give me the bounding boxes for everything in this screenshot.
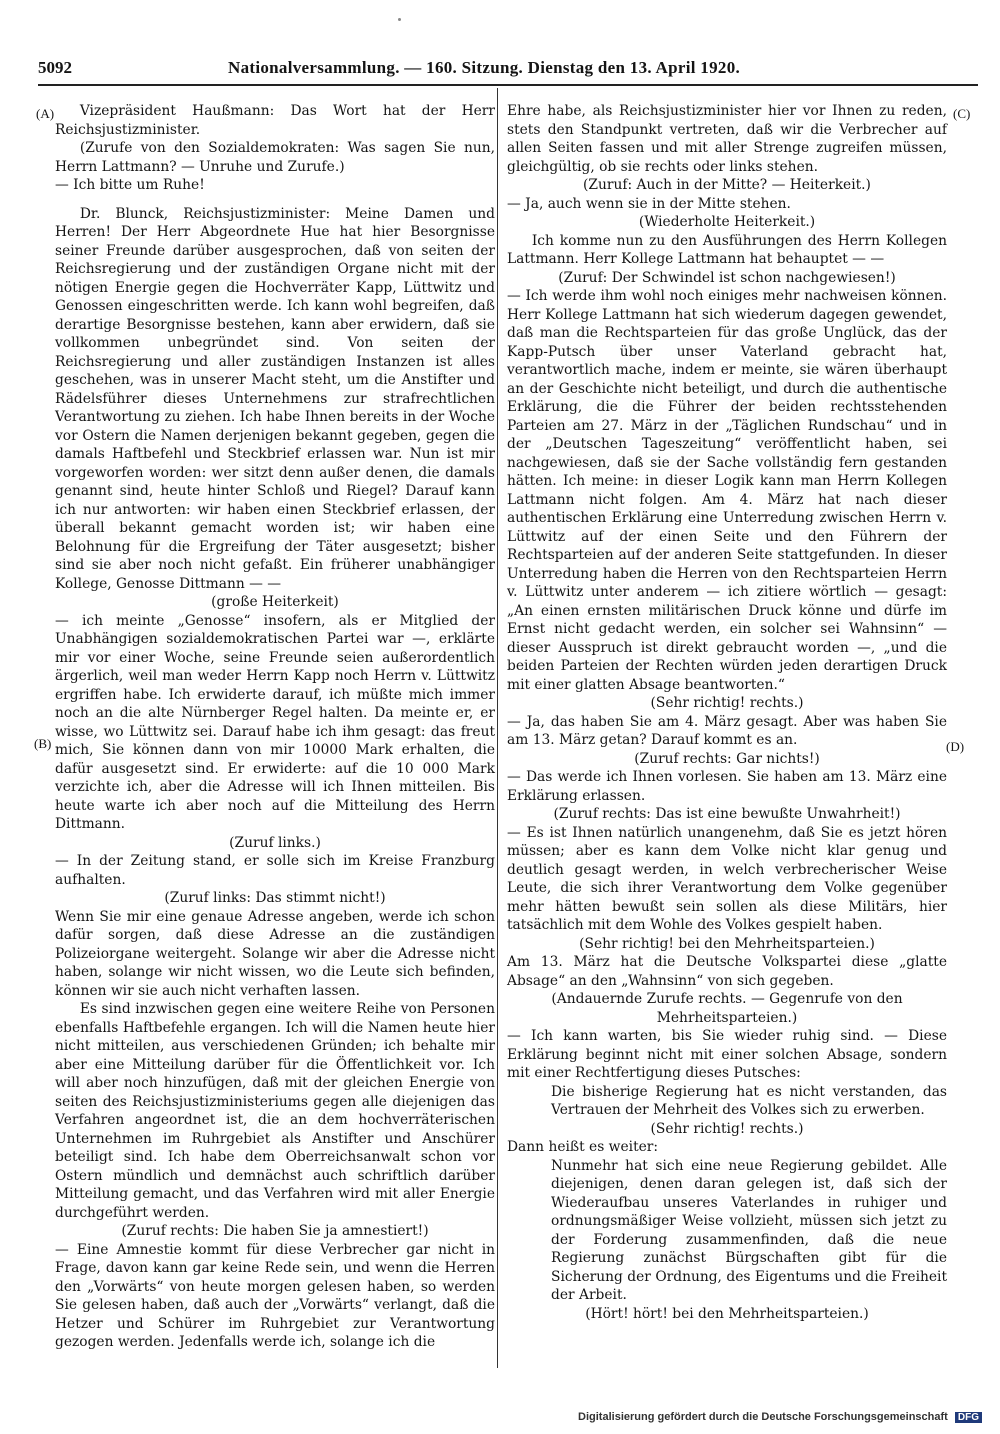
paragraph: Dr. Blunck, Reichsjustizminister: Meine Damen und Herren! Der Herr Abgeordnete Hue hat hier Besorgnisse seiner Freunde darüber ausgesprochen, daß von seiten der Reichsregierung und der zuständigen Organe nicht mit der nötigen Energie gegen die Hochverräter Kapp, Lüttwitz und Genossen eingeschritten werde. Ich kann wohl begreifen, daß derartige Besorgnisse bestehen, kann aber erwidern, daß sie vollkommen unbegründet sind. Von seiten der Reichsregierung und aller zuständigen Instanzen ist alles geschehen, was in unserer Macht steht, um die Anstifter und Rädelsführer dieses Unternehmens zur strafrechtlichen Verantwortung zu ziehen. Ich habe Ihnen bereits in der Woche vor Ostern die Namen derjenigen bekannt gegeben, gegen die damals Haftbefehl und Steckbrief erlassen war. Nun ist mir vorgeworfen worden: wer sitzt denn außer denen, die damals genannt sind, heute hinter Schloß und Riegel? Darauf kann ich nur antworten: wir haben einen Steckbrief erlassen, der überall bekannt gemacht worden ist; wir haben eine Belohnung für die Ergreifung der Täter ausgesetzt; bisher sind sie aber noch nicht gefaßt. Ein früherer unabhängiger Kollege, Genosse Dittmann — — (55, 205, 495, 592)
interjection: (Zuruf rechts: Gar nichts!) (634, 750, 820, 767)
interjection: (Zurufe von den Sozialdemokraten: Was sagen Sie nun, Herrn Lattmann? — Unruhe und Zurufe.) (55, 140, 495, 175)
paragraph: Am 13. März hat die Deutsche Volkspartei diese „glatte Absage“ an den „Wahnsinn“ von sich gegeben. (507, 954, 947, 989)
paragraph: — Ja, auch wenn sie in der Mitte stehen. (507, 195, 791, 212)
paragraph: Es sind inzwischen gegen eine weitere Reihe von Personen ebenfalls Haftbefehle ergangen. Ich will die Namen heute hier nicht mitteilen, aus verschiedenen Gründen; ich behalte mir aber eine Mitteilung darüber für die Öffentlichkeit vor. Ich will aber noch hinzufügen, daß mit der gleichen Energie von seiten des Reichsjustizministeriums gegen alle diejenigen das Verfahren angeordnet ist, die an dem hochverräterischen Unternehmen im Ruhrgebiet als Anstifter und Anschürer beteiligt sind. Ich habe dem Oberreichsanwalt schon vor Ostern mündlich und demnächst auch schriftlich darüber Mitteilung gemacht, und das Verfahren wird mit aller Energie durchgeführt werden. (55, 1001, 495, 1221)
column-divider (497, 88, 498, 1368)
running-title: Nationalversammlung. — 160. Sitzung. Dienstag den 13. April 1920. (228, 58, 741, 77)
interjection: (Sehr richtig! bei den Mehrheitsparteien.) (579, 935, 875, 952)
interjection: (Sehr richtig! rechts.) (650, 695, 804, 711)
interjection: (Hört! hört! bei den Mehrheitsparteien.) (585, 1305, 869, 1322)
quotation: Nunmehr hat sich eine neue Regierung gebildet. Alle diejenigen, denen daran gelegen ist, daß sich der Wiederaufbau unseres Vaterlandes in ruhiger und ordnungsmäßiger Weise vollzieht, müssen sich jetzt zu der Forderung zusammenfinden, daß die neue Regierung zunächst Bürgschaften gibt für die Sicherung der Ordnung, des Eigentums und die Freiheit der Arbeit. (551, 1157, 947, 1303)
paragraph: — Es ist Ihnen natürlich unangenehm, daß Sie es jetzt hören müssen; aber es kann dem Volke nicht klar genug und deutlich gesagt werden, in welch verbrecherischer Weise Leute, die sich ihrer Verantwortung dem Volke gegenüber mehr hätten bewußt sein sollen als diese Militärs, hier tatsächlich mit dem Wohle des Volkes gespielt haben. (507, 824, 947, 933)
interjection: (Zuruf rechts: Die haben Sie ja amnestiert!) (121, 1223, 429, 1239)
interjection: (große Heiterkeit) (211, 594, 339, 610)
right-column (507, 102, 947, 1323)
page-header (38, 58, 978, 84)
paragraph: Wenn Sie mir eine genaue Adresse angeben, werde ich schon dafür sorgen, daß diese Adresse an die zuständigen Polizeiorgane weitergeht. Solange wir aber die Adresse nicht haben, solange wir nicht wissen, wo die Leute sich befinden, können wir sie auch nicht verhaften lassen. (55, 908, 495, 999)
margin-marker-d: (D) (946, 739, 965, 754)
interjection: (Sehr richtig! rechts.) (650, 1120, 804, 1137)
interjection: (Zuruf: Auch in der Mitte? — Heiterkeit.) (583, 177, 871, 193)
header-rule (38, 84, 978, 86)
footer-text: Digitalisierung gefördert durch die Deutsche Forschungsgemeinschaft (578, 1411, 948, 1423)
paragraph: — Ich kann warten, bis Sie wieder ruhig sind. — Diese Erklärung beginnt nicht mit einer solchen Absage, sondern mit einer Rechtfertigung dieses Putsches: (507, 1028, 947, 1081)
paragraph: — In der Zeitung stand, er solle sich im Kreise Franzburg aufhalten. (55, 853, 495, 888)
paragraph: Vizepräsident Haußmann: Das Wort hat der Herr Reichsjustizminister. (55, 103, 495, 138)
interjection: (Zuruf rechts: Das ist eine bewußte Unwahrheit!) (553, 806, 901, 822)
paragraph: — Eine Amnestie kommt für diese Verbrecher gar nicht in Frage, davon kann gar keine Rede sein, und wenn die Herren den „Vorwärts“ von heute morgen gelesen haben, so werden Sie gelesen haben, daß auch der „Vorwärts“ verlangt, daß die Hetzer und Schürer im Ruhrgebiet zur Verantwortung gezogen werden. Jedenfalls werde ich, solange ich die (55, 1241, 495, 1350)
margin-marker-a: (A) (36, 106, 55, 121)
interjection: (Zuruf links.) (229, 834, 321, 851)
interjection: (Zuruf links: Das stimmt nicht!) (164, 890, 386, 906)
paragraph: — Ja, das haben Sie am 4. März gesagt. Aber was haben Sie am 13. März getan? Darauf kommt es an. (507, 713, 947, 748)
interjection: (Zuruf: Der Schwindel ist schon nachgewiesen!) (558, 269, 896, 286)
paragraph: — Das werde ich Ihnen vorlesen. Sie haben am 13. März eine Erklärung erlassen. (507, 769, 947, 804)
quotation: Die bisherige Regierung hat es nicht verstanden, das Vertrauen der Mehrheit des Volkes sich zu erwerben. (551, 1083, 947, 1118)
paragraph: — Ich werde ihm wohl noch einiges mehr nachweisen können. Herr Kollege Lattmann hat sich wiederum dagegen gewendet, daß man die Rechtsparteien für das große Unglück, das der Kapp-Putsch über unser Vaterland gebracht hat, verantwortlich mache, indem er meinte, sie wären überhaupt an der Geschichte nicht beteiligt, und durch die authentische Erklärung, die die Führer der beiden rechtsstehenden Parteien am 27. März in der „Täglichen Rundschau“ und in der „Deutschen Tageszeitung“ veröffentlicht haben, sei nachgewiesen, daß sie der Sache vollständig fern gestanden hätten. Ich meine: in dieser Logik kann man Herrn Kollegen Lattmann nicht folgen. Am 4. März hat nach dieser authentischen Erklärung eine Unterredung zwischen Herrn v. Lüttwitz auf der einen Seite und den Führern der Rechtsparteien auf der anderen Seite stattgefunden. In dieser Unterredung haben die Herren von den Rechtsparteien Herrn v. Lüttwitz unter anderem — ich zitiere wörtlich — gesagt: „An einen ernsten militärischen Druck könne und dürfe im Ernst nicht gedacht werden, ein solcher sei Wahnsinn“ — dieser Ausspruch ist direkt gebraucht worden —, „und die beiden Parteien der Rechten würden jeden derartigen Druck mit einer glatten Absage beantworten.“ (507, 288, 947, 693)
dfg-logo: DFG (955, 1412, 982, 1423)
page-number: 5092 (38, 58, 72, 77)
digitization-footer (578, 1411, 982, 1423)
margin-marker-c: (C) (953, 106, 971, 121)
paragraph: Ehre habe, als Reichsjustizminister hier vor Ihnen zu reden, stets den Standpunkt vertreten, daß wir die Verbrecher auf allen Seiten fassen und mit aller Strenge zugreifen müssen, gleichgültig, ob sie rechts oder links stehen. (507, 103, 947, 175)
paragraph: — Ich bitte um Ruhe! (55, 177, 205, 193)
interjection: (Andauernde Zurufe rechts. — Gegenrufe von den Mehrheitsparteien.) (551, 991, 903, 1026)
margin-marker-b: (B) (34, 736, 52, 751)
interjection: (Wiederholte Heiterkeit.) (638, 214, 816, 230)
left-column (55, 102, 495, 1352)
paragraph: Ich komme nun zu den Ausführungen des Herrn Kollegen Lattmann. Herr Kollege Lattmann hat behauptet — — (507, 232, 947, 267)
paragraph: Dann heißt es weiter: (507, 1139, 659, 1155)
scan-speck (398, 18, 401, 21)
paragraph: — ich meinte „Genosse“ insofern, als er Mitglied der Unabhängigen sozialdemokratischen Partei war —, erklärte mir vor einer Woche, seine Freunde seien außerordentlich ärgerlich, weil man weder Herrn Kapp noch Herrn v. Lüttwitz ergriffen habe. Ich erwiderte darauf, ich müßte mich immer noch an die alte Nürnberger Regel halten. Da meinte er, er wisse, wo Lüttwitz sei. Darauf habe ich ihm gesagt: das freut mich, Sie können dann von mir 10000 Mark erhalten, die dafür ausgesetzt sind. Er erwiderte: auf die 10 000 Mark verzichte ich, aber die Adresse will ich Ihnen mitteilen. Bis heute warte ich aber noch auf die Mitteilung des Herrn Dittmann. (55, 612, 495, 832)
